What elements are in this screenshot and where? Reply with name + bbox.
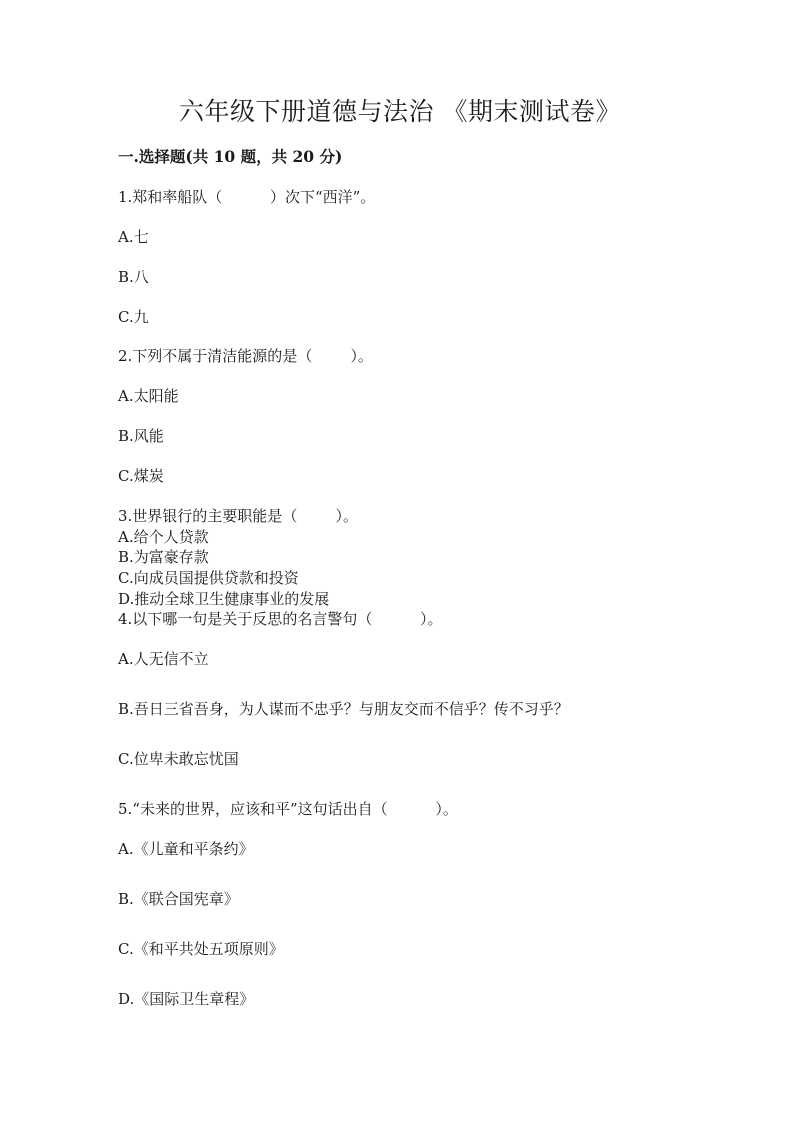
question-4-option-b: B.吾日三省吾身，为人谋而不忠乎？与朋友交而不信乎？传不习乎？ bbox=[118, 700, 569, 718]
question-2-option-b: B.风能 bbox=[118, 427, 164, 445]
question-4-option-c: C.位卑未敢忘忧国 bbox=[118, 750, 239, 768]
question-5-option-a: A.《儿童和平条约》 bbox=[118, 840, 254, 858]
question-5-option-b: B.《联合国宪章》 bbox=[118, 890, 239, 908]
question-1-option-b: B.八 bbox=[118, 268, 149, 286]
question-1-option-a: A.七 bbox=[118, 228, 149, 246]
question-3-option-a: A.给个人贷款 bbox=[118, 528, 209, 546]
question-3-option-d: D.推动全球卫生健康事业的发展 bbox=[118, 590, 330, 608]
question-2-option-c: C.煤炭 bbox=[118, 467, 164, 485]
question-1-stem: 1.郑和率船队（ ）次下“西洋”。 bbox=[118, 188, 376, 206]
question-1-option-c: C.九 bbox=[118, 308, 149, 326]
question-2-stem: 2.下列不属于清洁能源的是（ ）。 bbox=[118, 347, 373, 365]
question-5-option-c: C.《和平共处五项原则》 bbox=[118, 940, 284, 958]
page-title: 六年级下册道德与法治 《期末测试卷》 bbox=[179, 97, 621, 126]
question-5-option-d: D.《国际卫生章程》 bbox=[118, 990, 255, 1008]
section-heading: 一.选择题(共 10 题，共 20 分) bbox=[118, 147, 343, 166]
question-2-option-a: A.太阳能 bbox=[118, 387, 179, 405]
question-4-option-a: A.人无信不立 bbox=[118, 650, 209, 668]
question-3-stem: 3.世界银行的主要职能是（ ）。 bbox=[118, 507, 358, 525]
question-5-stem: 5.“未来的世界，应该和平”这句话出自（ ）。 bbox=[118, 800, 458, 818]
question-3-option-c: C.向成员国提供贷款和投资 bbox=[118, 569, 299, 587]
question-4-stem: 4.以下哪一句是关于反思的名言警句（ ）。 bbox=[118, 610, 443, 628]
question-3-option-b: B.为富豪存款 bbox=[118, 548, 209, 566]
